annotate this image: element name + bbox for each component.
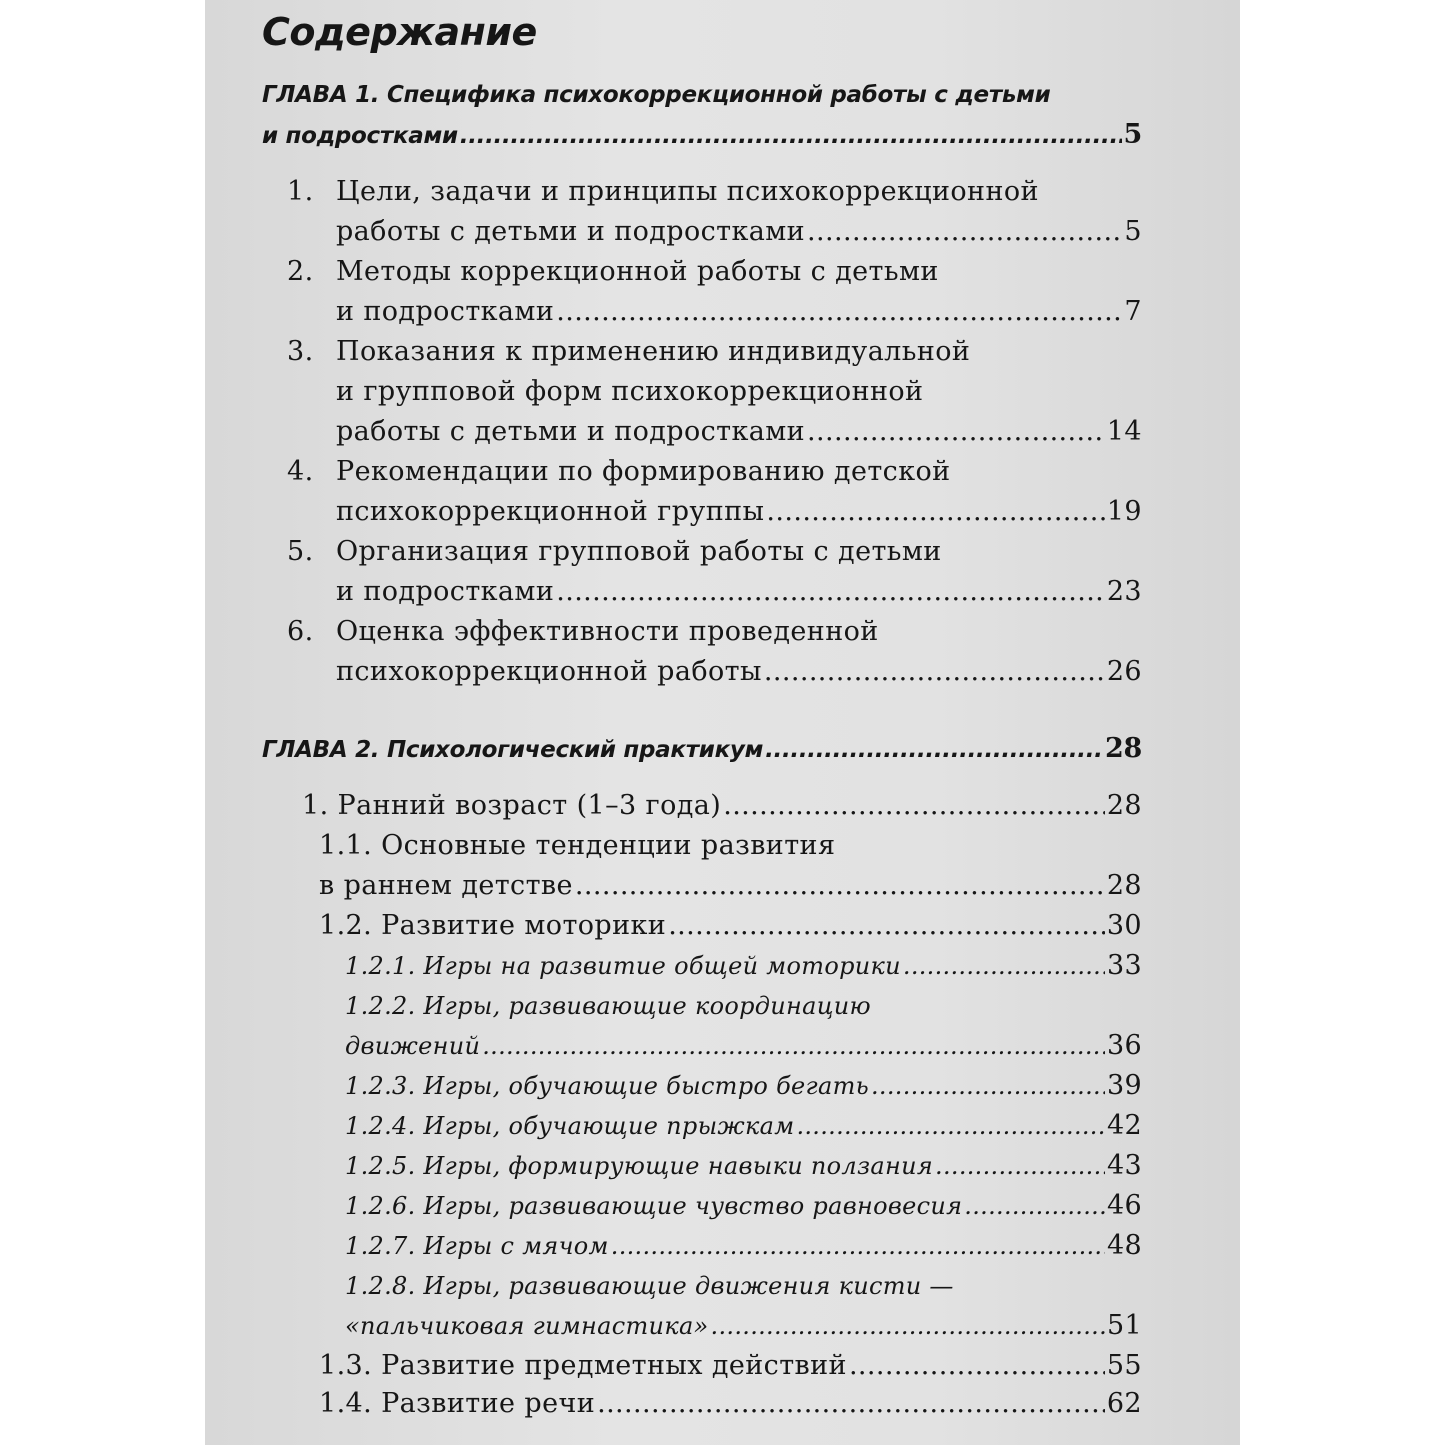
page-number: 28 xyxy=(1105,733,1142,764)
toc-entry-3-line1[interactable] xyxy=(287,332,970,372)
dot-leader xyxy=(766,492,1104,532)
chapter-1-title-line1: ГЛАВА 1. Специфика психокоррекционной работы с детьми xyxy=(262,82,1051,108)
page-number: 26 xyxy=(1106,656,1142,687)
dot-leader xyxy=(764,652,1105,692)
page-number: 23 xyxy=(1106,576,1142,607)
dot-leader xyxy=(935,1146,1105,1186)
item-text: и подростками xyxy=(336,296,555,327)
toc-entry-4-line1[interactable] xyxy=(287,452,951,492)
page-number: 28 xyxy=(1106,870,1142,901)
item-text: Организация групповой работы с детьми xyxy=(336,536,942,567)
item-text: в раннем детстве xyxy=(319,870,573,901)
toc-entry-5-line1[interactable] xyxy=(287,532,942,572)
dot-leader xyxy=(871,1066,1105,1106)
dot-leader xyxy=(849,1346,1105,1386)
dot-leader xyxy=(460,119,1122,153)
page-number: 5 xyxy=(1123,119,1142,150)
dot-leader xyxy=(611,1226,1105,1266)
item-text: Цели, задачи и принципы психокоррекционной xyxy=(336,176,1039,207)
toc-entry-3-line2: и групповой форм психокоррекционной xyxy=(336,376,924,407)
toc-entry-1-2-2[interactable] xyxy=(345,1026,1142,1066)
dot-leader xyxy=(711,1306,1105,1346)
dot-leader xyxy=(796,1106,1105,1146)
item-text: 1.2.7. Игры с мячом xyxy=(345,1232,609,1260)
dot-leader xyxy=(575,866,1105,906)
dot-leader xyxy=(556,292,1122,332)
page-number: 62 xyxy=(1106,1388,1142,1419)
dot-leader xyxy=(903,946,1105,986)
item-text: Рекомендации по формированию детской xyxy=(336,456,951,487)
toc-entry-1-1[interactable] xyxy=(319,866,1142,906)
toc-entry-section-1[interactable] xyxy=(302,786,1142,826)
item-text: психокоррекционной группы xyxy=(336,496,765,527)
page-number: 36 xyxy=(1107,1030,1142,1061)
toc-entry-5[interactable] xyxy=(336,572,1142,612)
item-text: 1.2.1. Игры на развитие общей моторики xyxy=(345,952,901,980)
dot-leader xyxy=(482,1026,1105,1066)
item-text: Методы коррекционной работы с детьми xyxy=(336,256,939,287)
item-text: Оценка эффективности проведенной xyxy=(336,616,879,647)
item-text: 1.2.5. Игры, формирующие навыки ползания xyxy=(345,1152,934,1180)
chapter-2-title: ГЛАВА 2. Психологический практикум xyxy=(262,737,764,763)
page-number: 33 xyxy=(1107,950,1142,981)
toc-entry-6[interactable] xyxy=(336,652,1142,692)
toc-entry-3[interactable] xyxy=(336,412,1142,452)
toc-entry-4[interactable] xyxy=(336,492,1142,532)
toc-entry-1-line1[interactable] xyxy=(287,172,1039,212)
page-number: 7 xyxy=(1124,296,1142,327)
page-number: 28 xyxy=(1106,790,1142,821)
item-text: работы с детьми и подростками xyxy=(336,416,806,447)
item-number: 3. xyxy=(287,336,314,367)
toc-entry-1-2-1[interactable] xyxy=(345,946,1142,986)
item-text: 1.2. Развитие моторики xyxy=(319,910,667,941)
dot-leader xyxy=(964,1186,1105,1226)
item-number: 2. xyxy=(287,256,314,287)
page-number: 39 xyxy=(1107,1070,1142,1101)
toc-entry-1-4[interactable] xyxy=(319,1384,1142,1424)
item-text: «пальчиковая гимнастика» xyxy=(345,1312,709,1340)
toc-entry-1-2-2-line1[interactable]: 1.2.2. Игры, развивающие координацию xyxy=(345,992,871,1020)
toc-entry-1-2-4[interactable] xyxy=(345,1106,1142,1146)
toc-entry-1-2-8-line1[interactable]: 1.2.8. Игры, развивающие движения кисти — xyxy=(345,1272,954,1300)
item-text: движений xyxy=(345,1032,481,1060)
item-text: 1.2.3. Игры, обучающие быстро бегать xyxy=(345,1072,869,1100)
item-number: 5. xyxy=(287,536,314,567)
item-text: Показания к применению индивидуальной xyxy=(336,336,971,367)
page-number: 51 xyxy=(1107,1310,1142,1341)
toc-entry-1-2-6[interactable] xyxy=(345,1186,1142,1226)
item-text: 1.2.4. Игры, обучающие прыжкам xyxy=(345,1112,795,1140)
toc-entry-chapter-1[interactable] xyxy=(262,118,1142,153)
item-text: психокоррекционной работы xyxy=(336,656,762,687)
toc-entry-1-1-line1[interactable]: 1.1. Основные тенденции развития xyxy=(319,830,836,861)
page-number: 55 xyxy=(1106,1350,1142,1381)
page-number: 19 xyxy=(1106,496,1142,527)
page-number: 30 xyxy=(1106,910,1142,941)
toc-entry-1-2-7[interactable] xyxy=(345,1226,1142,1266)
item-text: и подростками xyxy=(336,576,555,607)
toc-entry-6-line1[interactable] xyxy=(287,612,879,652)
dot-leader xyxy=(597,1384,1105,1424)
toc-entry-2-line1[interactable] xyxy=(287,252,939,292)
item-text: 1.4. Развитие речи xyxy=(319,1388,596,1419)
dot-leader xyxy=(765,733,1103,767)
dot-leader xyxy=(807,212,1122,252)
page-number: 43 xyxy=(1107,1150,1142,1181)
page-number: 46 xyxy=(1107,1190,1142,1221)
page-number: 42 xyxy=(1107,1110,1142,1141)
item-text: работы с детьми и подростками xyxy=(336,216,806,247)
toc-entry-1-3[interactable] xyxy=(319,1346,1142,1386)
toc-entry-1[interactable] xyxy=(336,212,1142,252)
dot-leader xyxy=(556,572,1105,612)
toc-entry-chapter-2[interactable] xyxy=(262,732,1142,767)
toc-entry-1-2-8[interactable] xyxy=(345,1306,1142,1346)
page-number: 14 xyxy=(1106,416,1142,447)
item-text: 1.3. Развитие предметных действий xyxy=(319,1350,847,1381)
page-number: 48 xyxy=(1107,1230,1142,1261)
item-number: 6. xyxy=(287,616,314,647)
dot-leader xyxy=(723,786,1105,826)
toc-entry-1-2-5[interactable] xyxy=(345,1146,1142,1186)
toc-title: Содержание xyxy=(262,10,537,54)
chapter-1-title-line2: и подростками xyxy=(262,123,458,149)
toc-entry-1-2-3[interactable] xyxy=(345,1066,1142,1106)
toc-entry-2[interactable] xyxy=(336,292,1142,332)
dot-leader xyxy=(807,412,1105,452)
book-page xyxy=(205,0,1240,1445)
item-text: 1. Ранний возраст (1–3 года) xyxy=(302,790,722,821)
item-number: 4. xyxy=(287,456,314,487)
toc-entry-1-2[interactable] xyxy=(319,906,1142,946)
item-number: 1. xyxy=(287,176,314,207)
item-text: 1.2.6. Игры, развивающие чувство равновесия xyxy=(345,1192,963,1220)
dot-leader xyxy=(668,906,1105,946)
page-number: 5 xyxy=(1124,216,1142,247)
